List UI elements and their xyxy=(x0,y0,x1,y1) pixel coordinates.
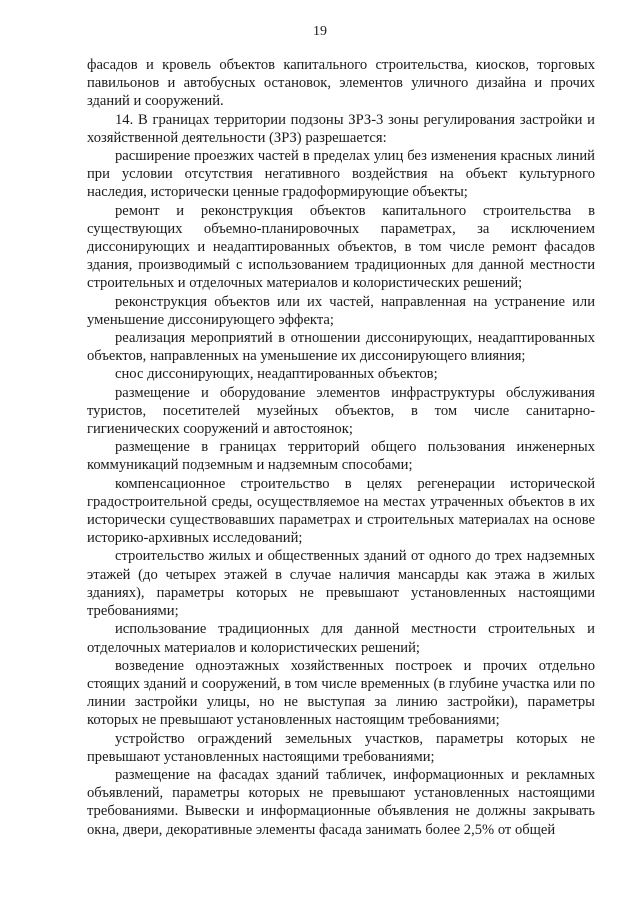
paragraph: реконструкция объектов или их частей, направленная на устранение или уменьшение диссонирующего эффекта; xyxy=(87,293,595,328)
paragraph: использование традиционных для данной местности строительных и отделочных материалов и колористических решений; xyxy=(87,621,595,656)
page-number: 19 xyxy=(313,24,327,39)
paragraph: 14. В границах территории подзоны ЗРЗ-3 зоны регулирования застройки и хозяйственной деятельности (ЗРЗ) разрешается: xyxy=(87,111,595,146)
paragraph: строительство жилых и общественных зданий от одного до трех надземных этажей (до четырех этажей в случае наличия мансарды как этажа в жилых зданиях), параметры которых не превышают установленных настоящими требованиями; xyxy=(87,548,595,620)
paragraph: снос диссонирующих, неадаптированных объектов; xyxy=(115,366,438,383)
paragraph: размещение в границах территорий общего пользования инженерных коммуникаций подземным и надземным способами; xyxy=(87,439,595,474)
paragraph: компенсационное строительство в целях регенерации исторической градостроительной среды, осуществляемое на местах утраченных объектов в их исторически существовавших параметрах и строительных материалах на основе историко-архивных исследований; xyxy=(87,475,595,547)
document-body xyxy=(87,56,595,839)
paragraph: фасадов и кровель объектов капитального строительства, киосков, торговых павильонов и автобусных остановок, элементов уличного дизайна и прочих зданий и сооружений. xyxy=(87,57,595,110)
paragraph: расширение проезжих частей в пределах улиц без изменения красных линий при условии отсутствия негативного воздействия на объект культурного наследия, исторически ценные градоформирующие объекты; xyxy=(87,148,595,201)
paragraph: возведение одноэтажных хозяйственных построек и прочих отдельно стоящих зданий и сооружений, в том числе временных (в глубине участка или по линии застройки улицы, но не выступая за линию застройки), параметры которых не превышают установленных настоящим требованиями; xyxy=(87,657,595,729)
paragraph: размещение и оборудование элементов инфраструктуры обслуживания туристов, посетителей музейных объектов, в том числе санитарно-гигиенических сооружений и автостоянок; xyxy=(87,384,595,438)
paragraph: реализация мероприятий в отношении диссонирующих, неадаптированных объектов, направленных на уменьшение их диссонирующего влияния; xyxy=(87,330,595,365)
paragraph: устройство ограждений земельных участков, параметры которых не превышают установленных настоящими требованиями; xyxy=(87,730,595,765)
paragraph: размещение на фасадах зданий табличек, информационных и рекламных объявлений, параметры которых не превышают установленных настоящими требованиями. Вывески и информационные объявления не должны закрывать окна, двери, декоративные элементы фасада занимать более 2,5% от общей xyxy=(87,766,595,838)
paragraph: ремонт и реконструкция объектов капитального строительства в существующих объемно-планировочных параметрах, за исключением диссонирующих и неадаптированных объектов, в том числе ремонт фасадов здания, производимый с использованием традиционных для данной местности строительных и отделочных материалов и колористических решений; xyxy=(87,202,595,292)
